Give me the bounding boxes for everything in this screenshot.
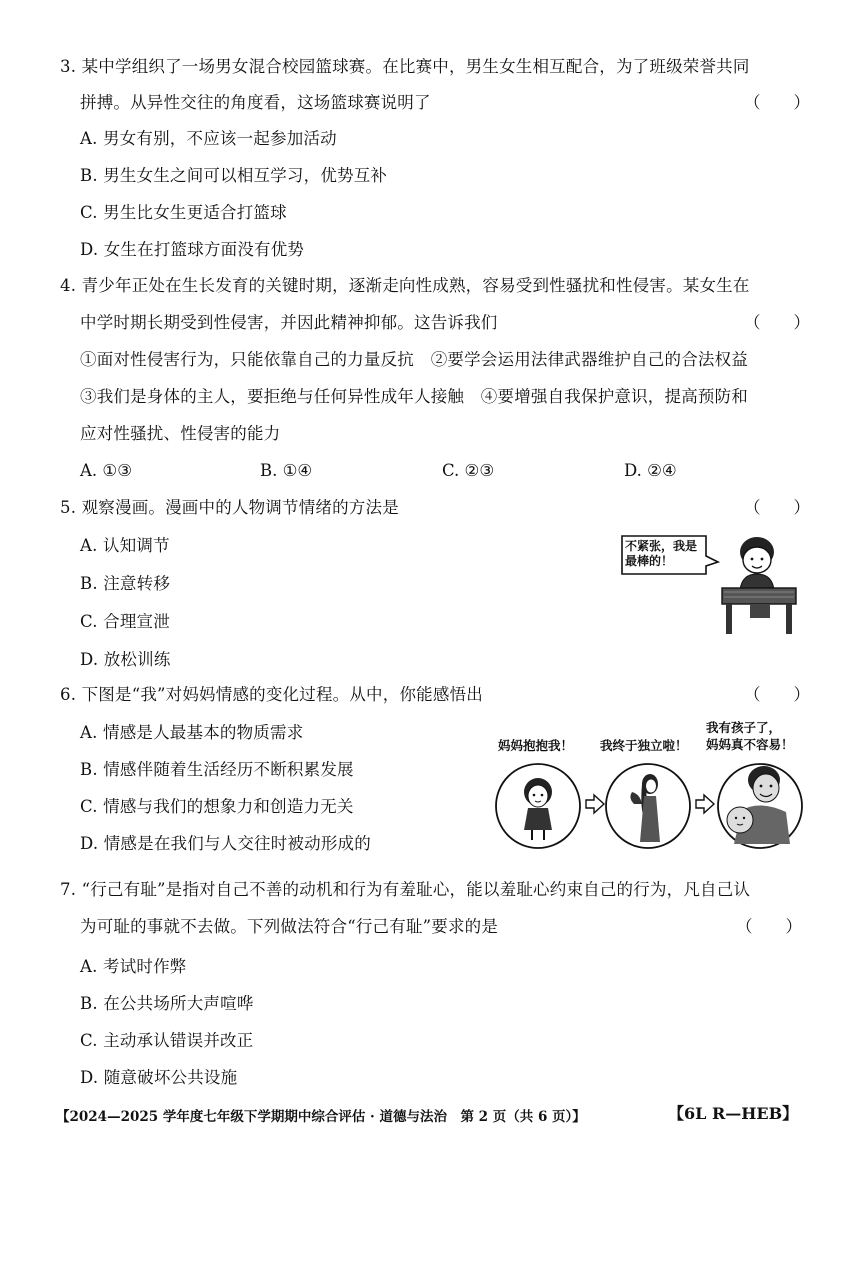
q4-statement-line2: ③我们是身体的主人，要拒绝与任何异性成年人接触 ④要增强自我保护意识，提高预防和 [80,387,748,406]
q6-caption-3-line1: 我有孩子了， [706,720,782,735]
q5-bubble-text-line1: 不紧张，我是 [625,539,698,553]
q6-caption-1: 妈妈抱抱我！ [498,738,574,753]
q3-option-a: A. 男女有别，不应该一起参加活动 [80,129,337,148]
boy-face [743,547,771,573]
q4-option-d: D. ②④ [624,461,677,480]
q3-answer-paren: （ ） [744,93,810,112]
q3-option-c: C. 男生比女生更适合打篮球 [80,203,287,222]
q5-option-d: D. 放松训练 [80,650,171,669]
page-footer: 【2024—2025 学年度七年级下学期期中综合评估 · 道德与法治 第 2 页（共 6 页）】 [56,1109,586,1125]
q5-bubble-text-line2: 最棒的！ [625,554,674,568]
q4-statement-line1: ①面对性侵害行为，只能依靠自己的力量反抗 ②要学会运用法律武器维护自己的合法权益 [80,350,748,369]
q4-statement-line3: 应对性骚扰、性侵害的能力 [80,424,281,443]
arrow-icon-1 [586,795,604,813]
q4-answer-paren: （ ） [744,313,810,332]
q4-option-b: B. ①④ [260,461,313,480]
q4-stem-line1: 4. 青少年正处在生长发育的关键时期，逐渐走向性成熟，容易受到性骚扰和性侵害。某女生在 [60,276,750,295]
q7-stem-line2: 为可耻的事就不去做。下列做法符合“行己有耻”要求的是 [80,917,499,936]
q6-stem: 6. 下图是“我”对妈妈情感的变化过程。从中，你能感悟出 [60,685,483,704]
q6-option-b: B. 情感伴随着生活经历不断积累发展 [80,760,354,779]
q5-option-a: A. 认知调节 [80,536,170,555]
q7-option-c: C. 主动承认错误并改正 [80,1031,254,1050]
q5-answer-paren: （ ） [744,498,810,517]
q3-option-b: B. 男生女生之间可以相互学习，优势互补 [80,166,388,185]
q4-stem-line2: 中学时期长期受到性侵害，并因此精神抑郁。这告诉我们 [80,313,498,332]
q4-option-c: C. ②③ [442,461,495,480]
q6-illustration [494,758,804,854]
paper-code: 【6L R—HEB】 [668,1104,799,1123]
q3-option-d: D. 女生在打篮球方面没有优势 [80,240,305,259]
q7-option-d: D. 随意破坏公共设施 [80,1068,238,1087]
q7-stem-line1: 7. “行己有耻”是指对自己不善的动机和行为有羞耻心，能以羞耻心约束自己的行为，凡自己认 [60,880,751,899]
q5-option-b: B. 注意转移 [80,574,171,593]
q6-option-d: D. 情感是在我们与人交往时被动形成的 [80,834,371,853]
q7-option-a: A. 考试时作弊 [80,957,187,976]
desk [722,588,796,604]
q7-answer-paren: （ ） [736,917,802,936]
q6-answer-paren: （ ） [744,685,810,704]
q6-option-c: C. 情感与我们的想象力和创造力无关 [80,797,354,816]
q7-option-b: B. 在公共场所大声喧哗 [80,994,254,1013]
q5-option-c: C. 合理宣泄 [80,612,170,631]
q6-option-a: A. 情感是人最基本的物质需求 [80,723,304,742]
q5-stem: 5. 观察漫画。漫画中的人物调节情绪的方法是 [60,498,399,517]
q3-stem-line2: 拼搏。从异性交往的角度看，这场篮球赛说明了 [80,93,431,112]
arrow-icon-2 [696,795,714,813]
q4-option-a: A. ①③ [80,461,132,480]
q3-stem-line1: 3. 某中学组织了一场男女混合校园篮球赛。在比赛中，男生女生相互配合，为了班级荣誉共同 [60,57,750,76]
q6-caption-2: 我终于独立啦！ [600,738,688,753]
q6-caption-3-line2: 妈妈真不容易！ [706,737,794,752]
